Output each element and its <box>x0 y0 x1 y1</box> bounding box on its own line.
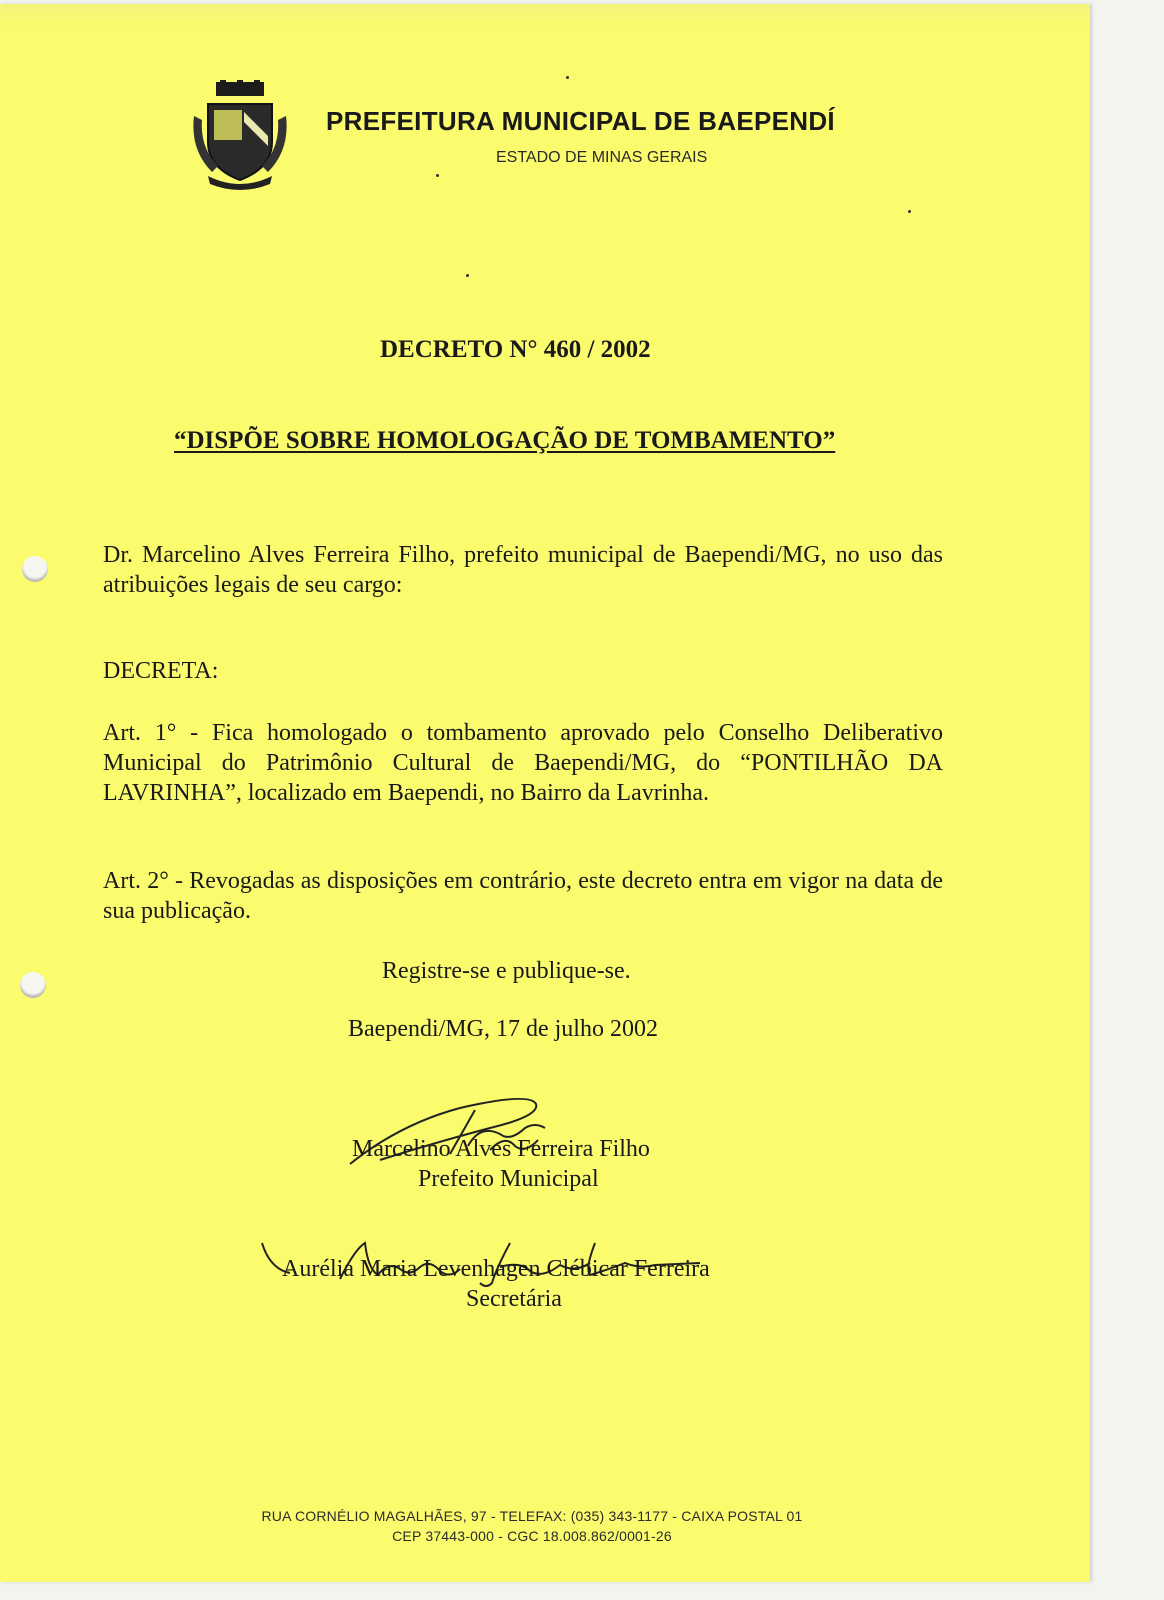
scan-speck <box>908 210 911 213</box>
punch-hole-top <box>22 556 48 582</box>
decree-subject: “DISPÕE SOBRE HOMOLOGAÇÃO DE TOMBAMENTO” <box>174 427 836 454</box>
punch-hole-bottom <box>20 972 46 998</box>
preamble-paragraph: Dr. Marcelino Alves Ferreira Filho, prefeito municipal de Baependi/MG, no uso das atribuições legais de seu cargo: <box>103 542 943 598</box>
footer-registration: CEP 37443-000 - CGC 18.008.862/0001-26 <box>392 1528 672 1544</box>
article-2: Art. 2° - Revogadas as disposições em contrário, este decreto entra em vigor na data de sua publicação. <box>103 868 943 924</box>
header-title: PREFEITURA MUNICIPAL DE BAEPENDÍ <box>326 106 835 136</box>
signatory-2-role: Secretária <box>466 1286 562 1312</box>
decree-number: DECRETO N° 460 / 2002 <box>380 336 651 363</box>
closing-line: Registre-se e publique-se. <box>382 958 631 984</box>
signatory-1-name: Marcelino Alves Ferreira Filho <box>352 1136 650 1162</box>
municipal-coat-of-arms-icon <box>190 80 290 190</box>
paper-sheet <box>0 4 1090 1582</box>
scan-speck <box>466 274 469 277</box>
place-date: Baependi/MG, 17 de julho 2002 <box>348 1016 658 1042</box>
scan-speck <box>436 174 439 177</box>
decreta-heading: DECRETA: <box>103 658 219 684</box>
footer-address: RUA CORNÉLIO MAGALHÃES, 97 - TELEFAX: (035) 343-1177 - CAIXA POSTAL 01 <box>261 1508 803 1524</box>
scan-speck <box>566 76 569 79</box>
signatory-1-role: Prefeito Municipal <box>418 1166 599 1192</box>
signatory-2-name: Aurélia Maria Levenhagen Clébicar Ferreira <box>282 1256 710 1282</box>
header-subtitle: ESTADO DE MINAS GERAIS <box>496 149 708 166</box>
article-1: Art. 1° - Fica homologado o tombamento aprovado pelo Conselho Deliberativo Municipal do Patrimônio Cultural de Baependi/MG, do “PONTILHÃO DA LAVRINHA”, localizado em Baependi, no Bairro da Lavrinha. <box>103 720 943 806</box>
